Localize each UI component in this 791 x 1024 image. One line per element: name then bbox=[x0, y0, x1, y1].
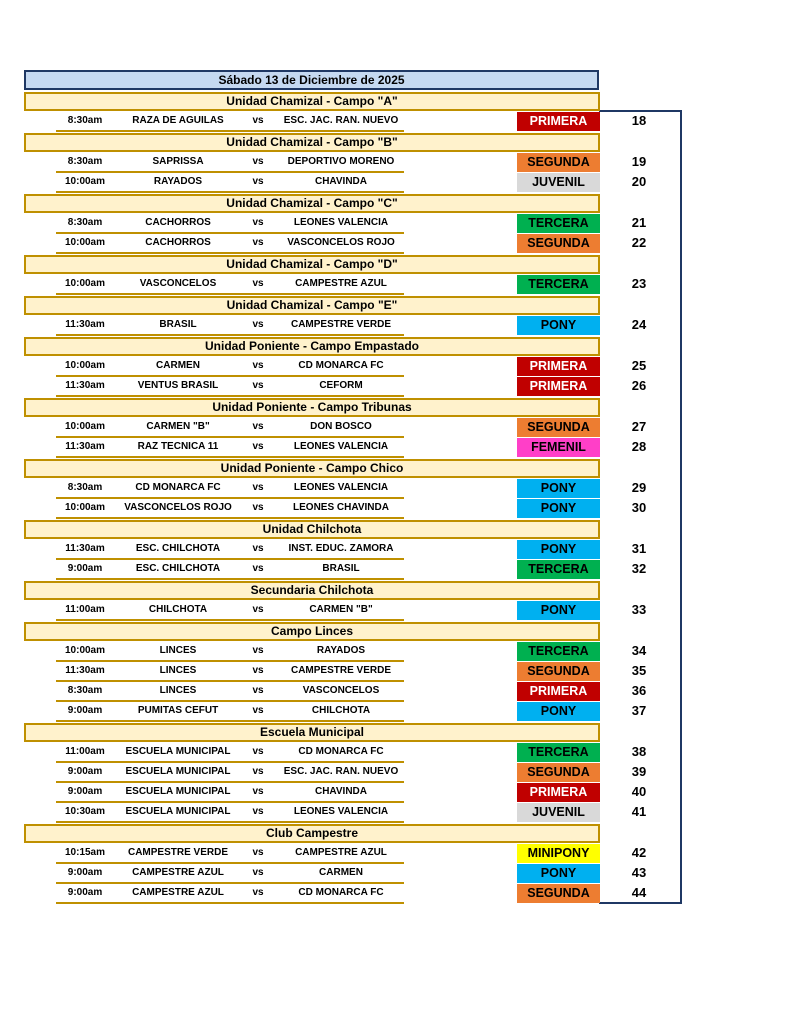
match-row bbox=[0, 884, 791, 904]
away-team: CARMEN "B" bbox=[309, 604, 373, 615]
match-number: 36 bbox=[631, 683, 647, 698]
vs-label: vs bbox=[252, 441, 264, 452]
match-row bbox=[0, 702, 791, 722]
match-time: 10:00am bbox=[64, 645, 106, 656]
home-team: LINCES bbox=[159, 665, 197, 676]
row-underline bbox=[56, 619, 404, 621]
match-time: 10:00am bbox=[64, 502, 106, 513]
match-time: 10:00am bbox=[64, 237, 106, 248]
home-team: ESCUELA MUNICIPAL bbox=[125, 766, 231, 777]
match-row bbox=[0, 763, 791, 783]
home-team: PUMITAS CEFUT bbox=[137, 705, 219, 716]
match-number: 42 bbox=[631, 845, 647, 860]
venue-header: Campo Linces bbox=[24, 622, 600, 641]
home-team: VASCONCELOS bbox=[139, 278, 217, 289]
match-number: 43 bbox=[631, 865, 647, 880]
category-badge: SEGUNDA bbox=[517, 153, 600, 172]
category-badge: TERCERA bbox=[517, 642, 600, 661]
match-time: 11:30am bbox=[65, 665, 105, 676]
venue-header: Club Campestre bbox=[24, 824, 600, 843]
category-badge: SEGUNDA bbox=[517, 418, 600, 437]
match-time: 9:00am bbox=[67, 887, 103, 898]
away-team: VASCONCELOS ROJO bbox=[287, 237, 395, 248]
category-badge: PRIMERA bbox=[517, 112, 600, 131]
home-team: CARMEN bbox=[156, 360, 200, 371]
home-team: ESCUELA MUNICIPAL bbox=[125, 806, 231, 817]
match-row bbox=[0, 275, 791, 295]
match-time: 10:15am bbox=[64, 847, 106, 858]
away-team: CEFORM bbox=[319, 380, 363, 391]
venue-header: Unidad Chamizal - Campo "E" bbox=[24, 296, 600, 315]
away-team: LEONES VALENCIA bbox=[293, 482, 389, 493]
match-time: 11:30am bbox=[65, 319, 105, 330]
away-team: CD MONARCA FC bbox=[298, 746, 384, 757]
match-time: 8:30am bbox=[67, 685, 103, 696]
match-number: 21 bbox=[631, 215, 647, 230]
row-underline bbox=[56, 130, 404, 132]
row-underline bbox=[56, 334, 404, 336]
vs-label: vs bbox=[252, 806, 264, 817]
match-time: 10:00am bbox=[64, 360, 106, 371]
vs-label: vs bbox=[252, 746, 264, 757]
match-row bbox=[0, 234, 791, 254]
row-underline bbox=[56, 902, 404, 904]
vs-label: vs bbox=[252, 705, 264, 716]
category-badge: PONY bbox=[517, 499, 600, 518]
match-row bbox=[0, 803, 791, 823]
match-row bbox=[0, 214, 791, 234]
home-team: RAYADOS bbox=[153, 176, 203, 187]
match-time: 8:30am bbox=[67, 115, 103, 126]
vs-label: vs bbox=[252, 421, 264, 432]
home-team: CD MONARCA FC bbox=[135, 482, 221, 493]
match-time: 11:00am bbox=[65, 746, 105, 757]
away-team: ESC. JAC. RAN. NUEVO bbox=[283, 766, 399, 777]
match-number: 26 bbox=[631, 378, 647, 393]
venue-header: Secundaria Chilchota bbox=[24, 581, 600, 600]
venue-header: Escuela Municipal bbox=[24, 723, 600, 742]
away-team: CAMPESTRE AZUL bbox=[295, 278, 387, 289]
match-number: 34 bbox=[631, 643, 647, 658]
away-team: RAYADOS bbox=[316, 645, 366, 656]
vs-label: vs bbox=[252, 665, 264, 676]
category-badge: SEGUNDA bbox=[517, 662, 600, 681]
away-team: LEONES CHAVINDA bbox=[293, 502, 389, 513]
match-number: 25 bbox=[631, 358, 647, 373]
row-underline bbox=[56, 821, 404, 823]
home-team: BRASIL bbox=[159, 319, 197, 330]
match-row bbox=[0, 864, 791, 884]
home-team: ESC. CHILCHOTA bbox=[135, 563, 221, 574]
vs-label: vs bbox=[252, 380, 264, 391]
home-team: CARMEN "B" bbox=[146, 421, 210, 432]
vs-label: vs bbox=[252, 543, 264, 554]
category-badge: PRIMERA bbox=[517, 682, 600, 701]
vs-label: vs bbox=[252, 482, 264, 493]
category-badge: MINIPONY bbox=[517, 844, 600, 863]
match-time: 10:00am bbox=[64, 421, 106, 432]
home-team: RAZ TECNICA 11 bbox=[137, 441, 219, 452]
away-team: LEONES VALENCIA bbox=[293, 441, 389, 452]
away-team: CD MONARCA FC bbox=[298, 360, 384, 371]
match-number: 23 bbox=[631, 276, 647, 291]
away-team: LEONES VALENCIA bbox=[293, 217, 389, 228]
match-number: 30 bbox=[631, 500, 647, 515]
away-team: LEONES VALENCIA bbox=[293, 806, 389, 817]
vs-label: vs bbox=[252, 217, 264, 228]
home-team: LINCES bbox=[159, 645, 197, 656]
vs-label: vs bbox=[252, 887, 264, 898]
away-team: CARMEN bbox=[319, 867, 363, 878]
category-badge: PONY bbox=[517, 540, 600, 559]
page-title: Sábado 13 de Diciembre de 2025 bbox=[24, 70, 599, 90]
match-row bbox=[0, 418, 791, 438]
match-row bbox=[0, 479, 791, 499]
vs-label: vs bbox=[252, 867, 264, 878]
row-underline bbox=[56, 517, 404, 519]
match-number: 44 bbox=[631, 885, 647, 900]
match-number: 39 bbox=[631, 764, 647, 779]
match-number: 19 bbox=[631, 154, 647, 169]
match-row bbox=[0, 357, 791, 377]
row-underline bbox=[56, 252, 404, 254]
match-time: 11:30am bbox=[65, 441, 105, 452]
match-number: 40 bbox=[631, 784, 647, 799]
away-team: BRASIL bbox=[322, 563, 360, 574]
vs-label: vs bbox=[252, 563, 264, 574]
venue-header: Unidad Poniente - Campo Tribunas bbox=[24, 398, 600, 417]
category-badge: JUVENIL bbox=[517, 803, 600, 822]
away-team: INST. EDUC. ZAMORA bbox=[288, 543, 394, 554]
match-number: 41 bbox=[631, 804, 647, 819]
match-number: 29 bbox=[631, 480, 647, 495]
category-badge: SEGUNDA bbox=[517, 234, 600, 253]
match-row bbox=[0, 601, 791, 621]
vs-label: vs bbox=[252, 156, 264, 167]
away-team: DEPORTIVO MORENO bbox=[287, 156, 395, 167]
category-badge: PONY bbox=[517, 601, 600, 620]
match-row bbox=[0, 540, 791, 560]
match-row bbox=[0, 662, 791, 682]
match-number: 31 bbox=[631, 541, 647, 556]
venue-header: Unidad Poniente - Campo Chico bbox=[24, 459, 600, 478]
match-time: 9:00am bbox=[67, 766, 103, 777]
away-team: CHAVINDA bbox=[314, 176, 368, 187]
category-badge: PONY bbox=[517, 479, 600, 498]
category-badge: TERCERA bbox=[517, 743, 600, 762]
category-badge: TERCERA bbox=[517, 560, 600, 579]
row-underline bbox=[56, 395, 404, 397]
match-number: 24 bbox=[631, 317, 647, 332]
match-row bbox=[0, 153, 791, 173]
home-team: VASCONCELOS ROJO bbox=[124, 502, 232, 513]
home-team: CHILCHOTA bbox=[148, 604, 208, 615]
match-row bbox=[0, 642, 791, 662]
match-number: 18 bbox=[631, 113, 647, 128]
category-badge: PONY bbox=[517, 316, 600, 335]
row-underline bbox=[56, 293, 404, 295]
home-team: ESCUELA MUNICIPAL bbox=[125, 786, 231, 797]
venue-header: Unidad Chamizal - Campo "A" bbox=[24, 92, 600, 111]
category-badge: PONY bbox=[517, 864, 600, 883]
match-time: 8:30am bbox=[67, 156, 103, 167]
match-time: 11:30am bbox=[65, 380, 105, 391]
match-row bbox=[0, 682, 791, 702]
vs-label: vs bbox=[252, 766, 264, 777]
match-time: 9:00am bbox=[67, 705, 103, 716]
match-number: 33 bbox=[631, 602, 647, 617]
home-team: CAMPESTRE AZUL bbox=[132, 887, 224, 898]
away-team: CD MONARCA FC bbox=[298, 887, 384, 898]
away-team: CAMPESTRE VERDE bbox=[290, 665, 391, 676]
vs-label: vs bbox=[252, 502, 264, 513]
match-time: 10:30am bbox=[64, 806, 106, 817]
home-team: ESCUELA MUNICIPAL bbox=[125, 746, 231, 757]
match-number: 28 bbox=[631, 439, 647, 454]
category-badge: SEGUNDA bbox=[517, 763, 600, 782]
category-badge: TERCERA bbox=[517, 275, 600, 294]
match-time: 9:00am bbox=[67, 867, 103, 878]
away-team: CHAVINDA bbox=[314, 786, 368, 797]
vs-label: vs bbox=[252, 319, 264, 330]
venue-header: Unidad Poniente - Campo Empastado bbox=[24, 337, 600, 356]
vs-label: vs bbox=[252, 847, 264, 858]
home-team: SAPRISSA bbox=[152, 156, 204, 167]
vs-label: vs bbox=[252, 685, 264, 696]
row-underline bbox=[56, 191, 404, 193]
match-row bbox=[0, 316, 791, 336]
home-team: VENTUS BRASIL bbox=[137, 380, 219, 391]
match-time: 10:00am bbox=[64, 278, 106, 289]
match-number: 37 bbox=[631, 703, 647, 718]
match-number: 22 bbox=[631, 235, 647, 250]
match-row bbox=[0, 783, 791, 803]
vs-label: vs bbox=[252, 786, 264, 797]
away-team: DON BOSCO bbox=[310, 421, 372, 432]
match-time: 9:00am bbox=[67, 563, 103, 574]
match-number: 38 bbox=[631, 744, 647, 759]
match-row bbox=[0, 743, 791, 763]
venue-header: Unidad Chilchota bbox=[24, 520, 600, 539]
home-team: RAZA DE AGUILAS bbox=[132, 115, 224, 126]
category-badge: PRIMERA bbox=[517, 783, 600, 802]
venue-header: Unidad Chamizal - Campo "C" bbox=[24, 194, 600, 213]
match-time: 8:30am bbox=[67, 217, 103, 228]
match-number: 27 bbox=[631, 419, 647, 434]
category-badge: SEGUNDA bbox=[517, 884, 600, 903]
match-number: 32 bbox=[631, 561, 647, 576]
match-number: 35 bbox=[631, 663, 647, 678]
home-team: CAMPESTRE AZUL bbox=[132, 867, 224, 878]
match-time: 11:30am bbox=[65, 543, 105, 554]
away-team: CAMPESTRE AZUL bbox=[295, 847, 387, 858]
match-time: 11:00am bbox=[65, 604, 105, 615]
away-team: CHILCHOTA bbox=[311, 705, 371, 716]
away-team: ESC. JAC. RAN. NUEVO bbox=[283, 115, 399, 126]
category-badge: PONY bbox=[517, 702, 600, 721]
venue-header: Unidad Chamizal - Campo "B" bbox=[24, 133, 600, 152]
match-time: 8:30am bbox=[67, 482, 103, 493]
match-row bbox=[0, 499, 791, 519]
vs-label: vs bbox=[252, 278, 264, 289]
match-row bbox=[0, 438, 791, 458]
category-badge: JUVENIL bbox=[517, 173, 600, 192]
match-row bbox=[0, 844, 791, 864]
vs-label: vs bbox=[252, 604, 264, 615]
home-team: CAMPESTRE VERDE bbox=[127, 847, 228, 858]
vs-label: vs bbox=[252, 115, 264, 126]
venue-header: Unidad Chamizal - Campo "D" bbox=[24, 255, 600, 274]
row-underline bbox=[56, 720, 404, 722]
match-number: 20 bbox=[631, 174, 647, 189]
home-team: CACHORROS bbox=[145, 217, 211, 228]
vs-label: vs bbox=[252, 360, 264, 371]
row-underline bbox=[56, 578, 404, 580]
match-row bbox=[0, 173, 791, 193]
home-team: ESC. CHILCHOTA bbox=[135, 543, 221, 554]
category-badge: FEMENIL bbox=[517, 438, 600, 457]
category-badge: PRIMERA bbox=[517, 377, 600, 396]
match-row bbox=[0, 377, 791, 397]
match-row bbox=[0, 560, 791, 580]
category-badge: TERCERA bbox=[517, 214, 600, 233]
home-team: CACHORROS bbox=[145, 237, 211, 248]
match-time: 10:00am bbox=[64, 176, 106, 187]
away-team: CAMPESTRE VERDE bbox=[290, 319, 391, 330]
category-badge: PRIMERA bbox=[517, 357, 600, 376]
away-team: VASCONCELOS bbox=[302, 685, 380, 696]
vs-label: vs bbox=[252, 176, 264, 187]
row-underline bbox=[56, 456, 404, 458]
match-row bbox=[0, 112, 791, 132]
home-team: LINCES bbox=[159, 685, 197, 696]
match-time: 9:00am bbox=[67, 786, 103, 797]
vs-label: vs bbox=[252, 645, 264, 656]
vs-label: vs bbox=[252, 237, 264, 248]
